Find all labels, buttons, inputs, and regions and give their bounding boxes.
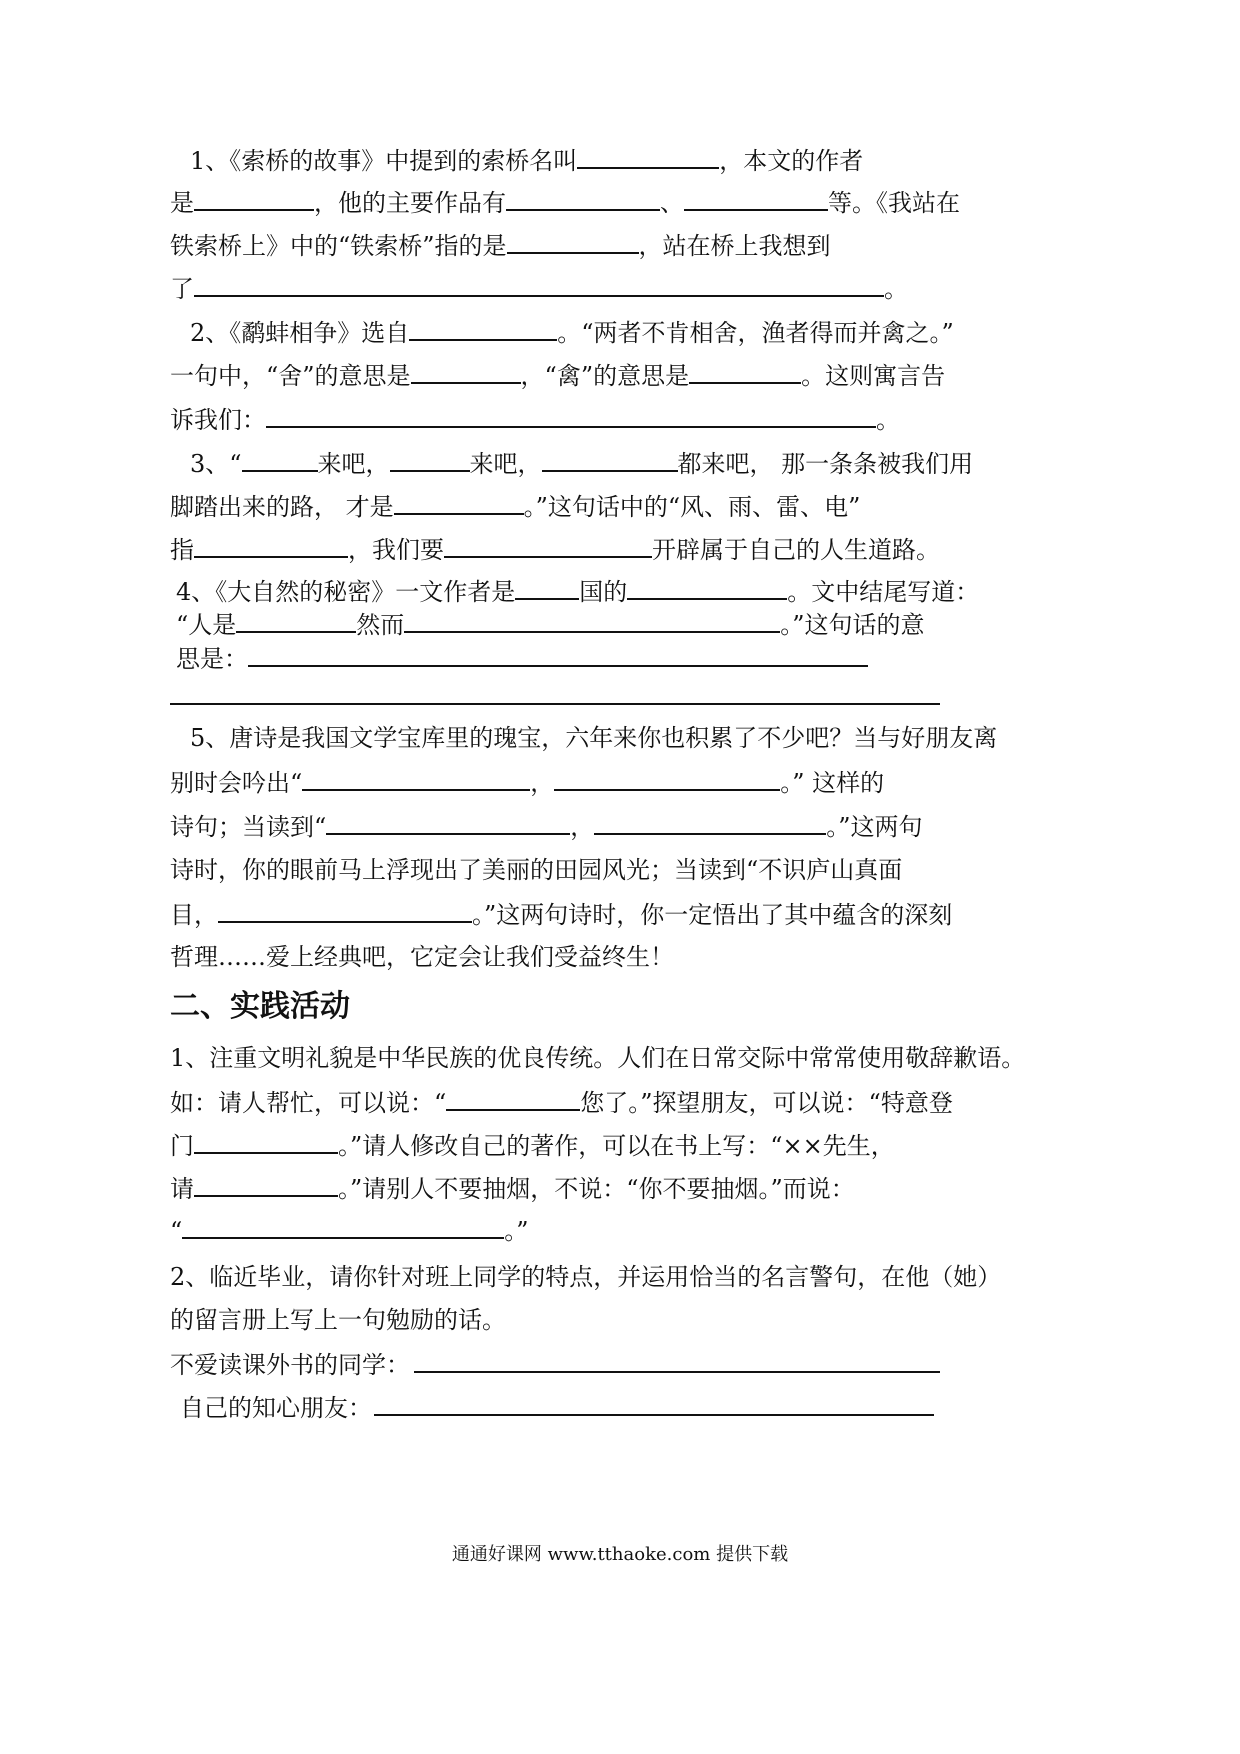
answer-blank[interactable] <box>506 187 660 211</box>
p1-line-2: 如：请人帮忙，可以说：“ 您了。”探望朋友，可以说：“特意登 <box>170 1089 953 1117</box>
q5-line-6: 哲理……爱上经典吧，它定会让我们受益终生！ <box>170 943 674 971</box>
answer-blank[interactable] <box>446 1087 580 1111</box>
answer-blank[interactable] <box>689 360 801 384</box>
answer-blank[interactable] <box>554 767 780 791</box>
q4-line-1: 4、《大自然的秘密》一文作者是 国的 。文中结尾写道： <box>176 578 980 606</box>
answer-blank[interactable] <box>627 576 787 600</box>
p1-line-1: 1、注重文明礼貌是中华民族的优良传统。人们在日常交际中常常使用敬辞歉语。 <box>170 1044 1026 1072</box>
q5-line-5: 目， 。”这两句诗时，你一定悟出了其中蕴含的深刻 <box>170 901 953 929</box>
q3-line-2: 脚踏出来的路， 才是 。”这句话中的“风、雨、雷、电” <box>170 493 861 521</box>
answer-blank[interactable] <box>404 609 780 633</box>
answer-blank[interactable] <box>194 534 348 558</box>
answer-blank[interactable] <box>444 534 652 558</box>
q2-line-2: 一句中，“舍”的意思是 ，“禽”的意思是 。这则寓言告 <box>170 362 946 390</box>
answer-blank[interactable] <box>394 491 524 515</box>
p2-line-1: 2、临近毕业，请你针对班上同学的特点，并运用恰当的名言警句，在他（她） <box>170 1263 1002 1291</box>
answer-blank[interactable] <box>542 448 678 472</box>
q1-line-3: 铁索桥上》中的“铁索桥”指的是 ，站在桥上我想到 <box>170 232 831 260</box>
answer-blank[interactable] <box>577 145 719 169</box>
answer-blank[interactable] <box>409 317 557 341</box>
answer-blank[interactable] <box>302 767 530 791</box>
answer-blank[interactable] <box>684 187 828 211</box>
answer-blank[interactable] <box>326 811 570 835</box>
answer-blank[interactable] <box>194 273 884 297</box>
answer-blank[interactable] <box>507 230 639 254</box>
answer-blank[interactable] <box>411 360 521 384</box>
answer-line[interactable] <box>170 703 940 705</box>
q2-line-3: 诉我们： 。 <box>170 406 900 434</box>
p2-line-2: 的留言册上写上一句勉励的话。 <box>170 1306 506 1334</box>
answer-blank[interactable] <box>266 404 876 428</box>
section-heading: 二、实践活动 <box>170 989 350 1024</box>
answer-blank[interactable] <box>248 643 868 667</box>
p2-line-3: 不爱读课外书的同学： <box>170 1349 940 1380</box>
answer-blank[interactable] <box>374 1392 934 1416</box>
q1-line-2: 是 ，他的主要作品有 、 等。《我站在 <box>170 189 960 217</box>
q2-line-1: 2、《鹬蚌相争》选自 。“两者不肯相舍，渔者得而并禽之。” <box>190 319 954 347</box>
q3-line-1: 3、“ 来吧， 来吧， 都来吧， 那一条条被我们用 <box>190 450 974 478</box>
q5-line-1: 5、唐诗是我国文学宝库里的瑰宝，六年来你也积累了不少吧？当与好朋友离 <box>190 724 998 752</box>
p1-line-4: 请 。”请别人不要抽烟，不说：“你不要抽烟。”而说： <box>170 1175 855 1203</box>
q5-line-4: 诗时，你的眼前马上浮现出了美丽的田园风光；当读到“不识庐山真面 <box>170 856 903 884</box>
answer-blank[interactable] <box>218 899 472 923</box>
p1-line-3: 门 。”请人修改自己的著作，可以在书上写：“××先生， <box>170 1132 895 1160</box>
p1-line-5: “ 。” <box>170 1217 529 1245</box>
q5-line-3: 诗句；当读到“ ， 。”这两句 <box>170 813 923 841</box>
answer-blank[interactable] <box>194 1130 338 1154</box>
q5-line-2: 别时会吟出“ ， 。” 这样的 <box>170 769 885 797</box>
answer-blank[interactable] <box>242 448 318 472</box>
p2-line-4: 自己的知心朋友： <box>180 1392 934 1423</box>
answer-blank[interactable] <box>594 811 826 835</box>
answer-blank[interactable] <box>515 576 579 600</box>
q1-line-4: 了 。 <box>170 275 908 303</box>
answer-blank[interactable] <box>390 448 470 472</box>
answer-blank[interactable] <box>236 609 356 633</box>
answer-blank[interactable] <box>194 1173 338 1197</box>
q3-line-3: 指 ，我们要 开辟属于自己的人生道路。 <box>170 536 940 564</box>
q4-line-3: 思是： <box>176 643 868 674</box>
answer-blank[interactable] <box>182 1215 504 1239</box>
answer-blank[interactable] <box>194 187 314 211</box>
answer-blank[interactable] <box>414 1349 940 1373</box>
footer-text: 通通好课网 www.tthaoke.com 提供下载 <box>451 1544 789 1565</box>
q1-line-1: 1、《索桥的故事》中提到的索桥名叫 ，本文的作者 <box>190 147 864 175</box>
q4-line-2: “人是 然而 。”这句话的意 <box>176 611 925 639</box>
